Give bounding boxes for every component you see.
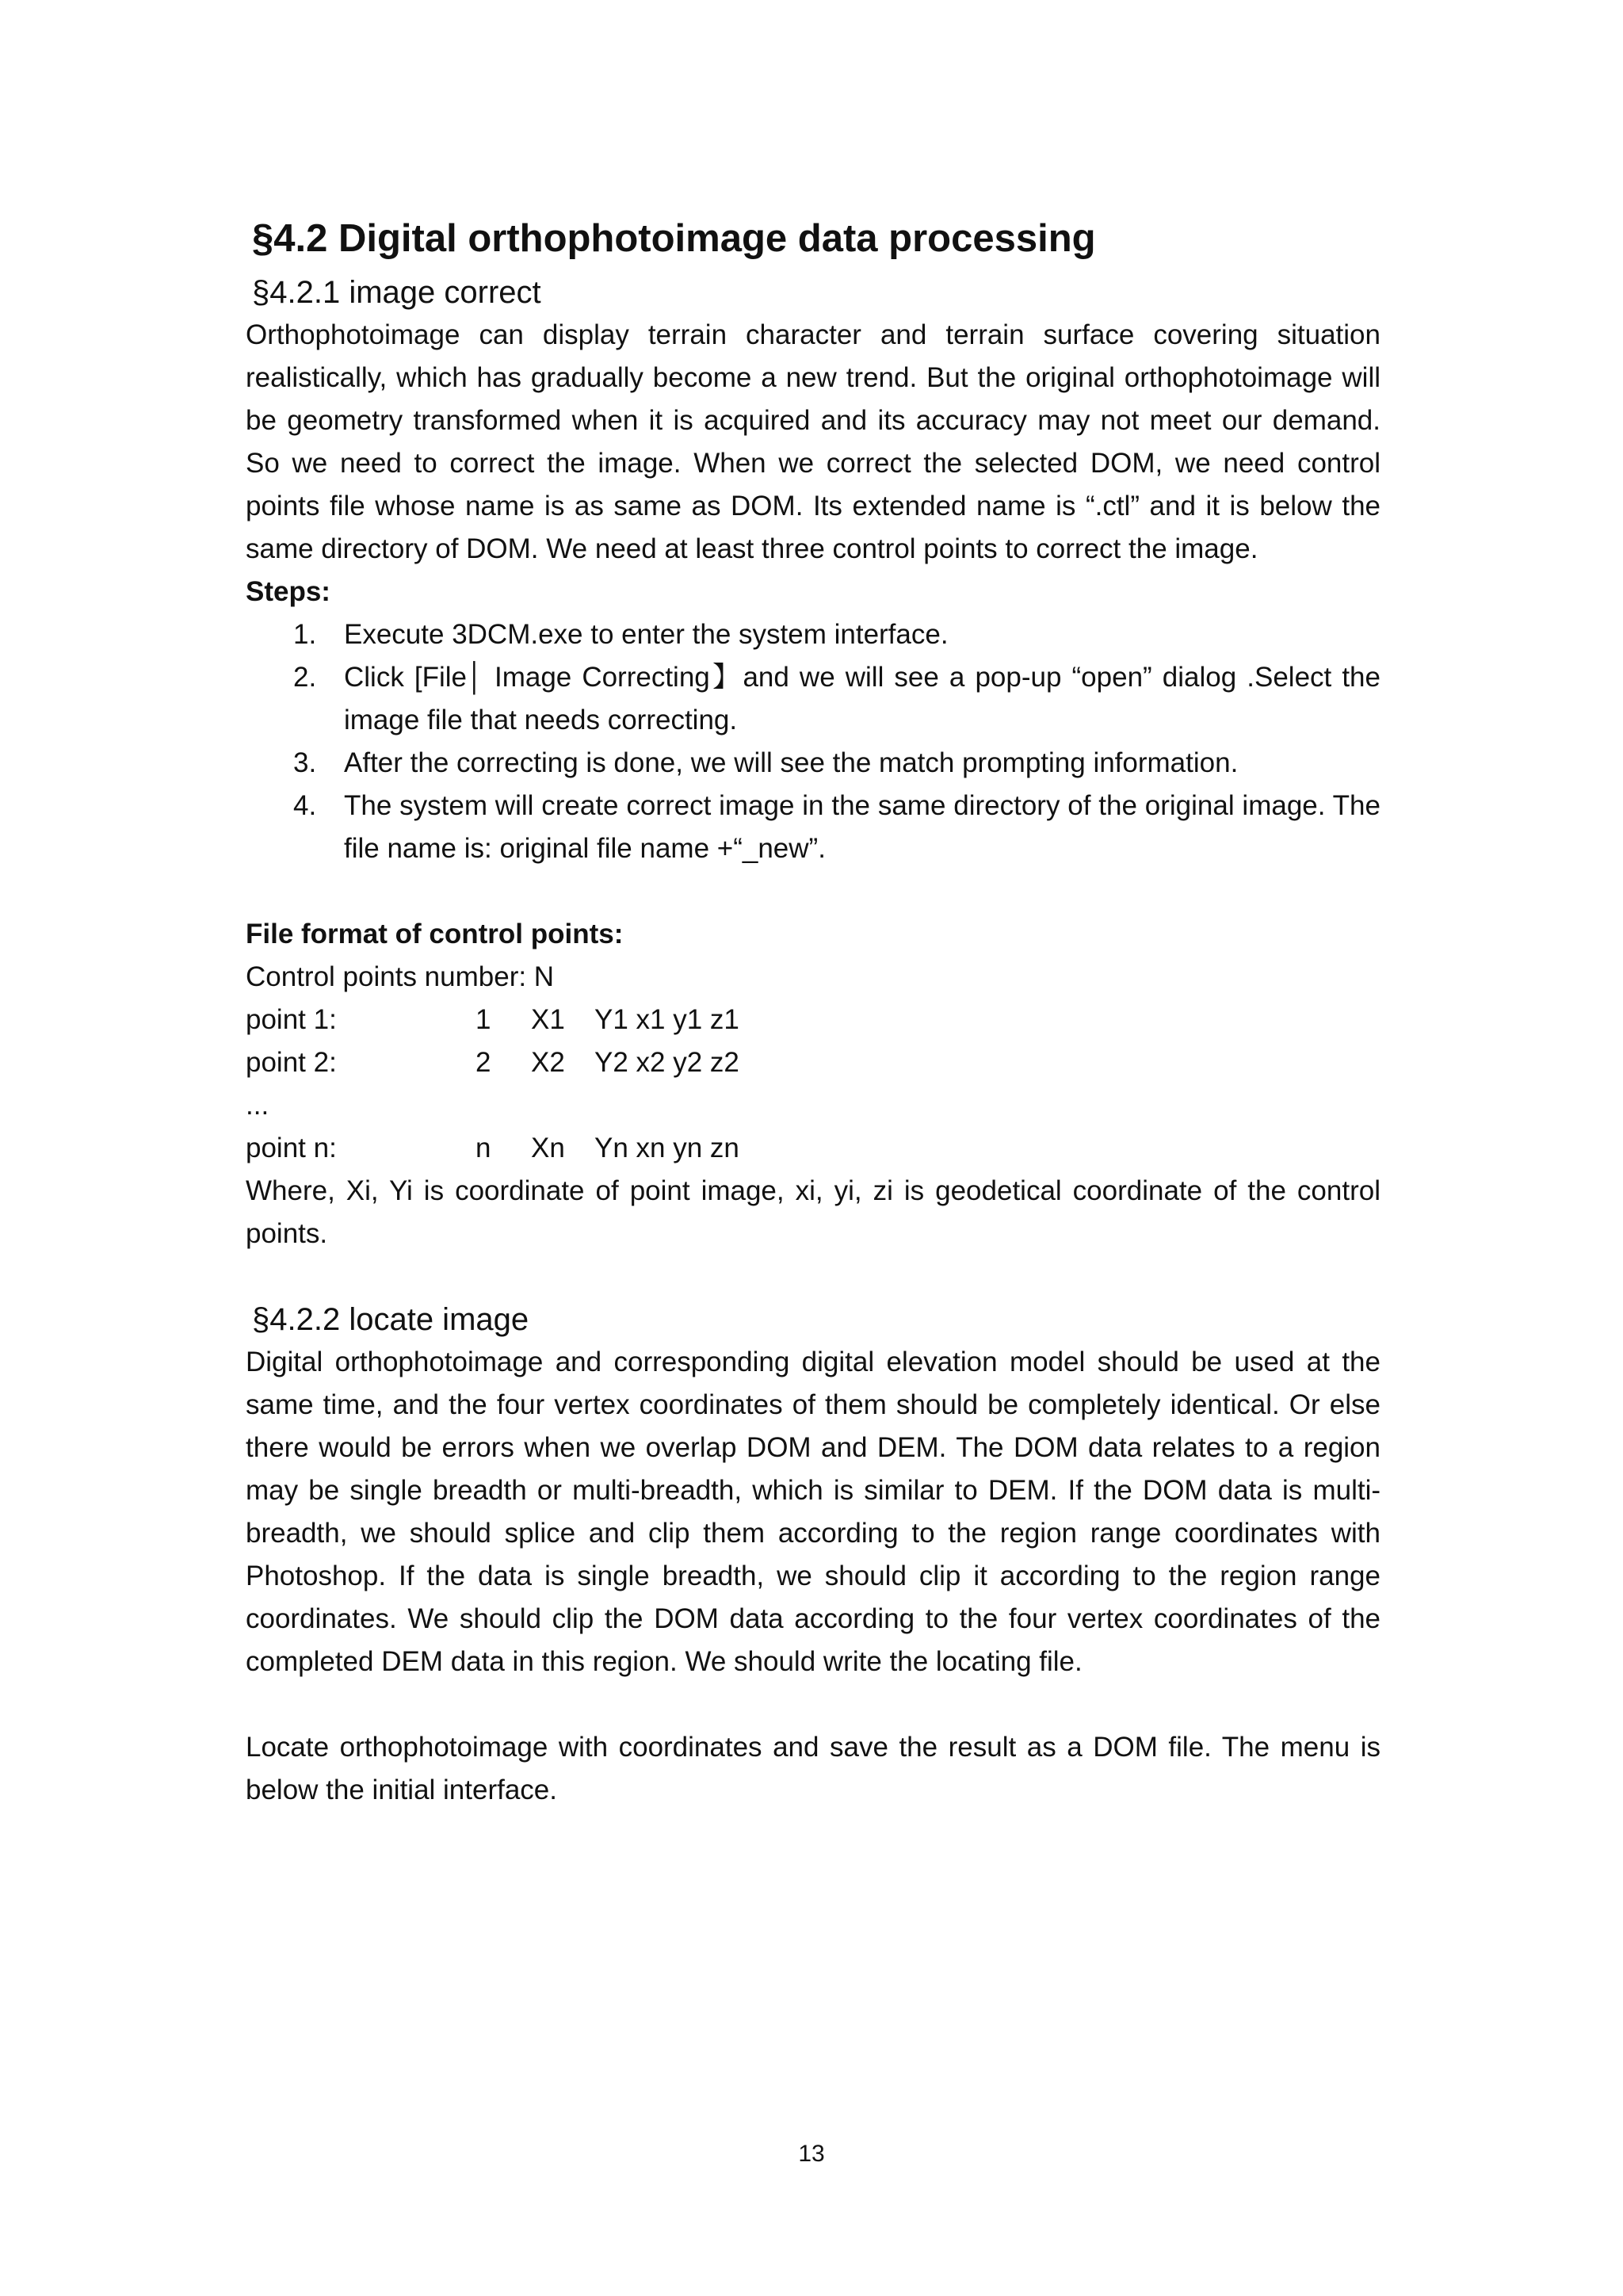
- control-point-label: point n:: [246, 1133, 337, 1163]
- control-point-index: 1: [475, 1004, 491, 1035]
- page-content: [246, 212, 1381, 1812]
- locate-image-paragraph: Digital orthophotoimage and corresponding digital elevation model should be used at the same time, and the four vertex coordinates of them should be completely identical. Or else there would be errors when we overlap DOM and DEM. The DOM data relates to a region may be single breadth or multi-breadth, which is similar to DEM. If the DOM data is multi-breadth, we should splice and clip them according to the region range coordinates with Photoshop. If the data is single breadth, we should clip it according to the region range coordinates. We should clip the DOM data according to the four vertex coordinates of the completed DEM data in this region. We should write the locating file.: [246, 1347, 1381, 1677]
- section-heading: §4.2 Digital orthophotoimage data processing: [252, 217, 1096, 260]
- control-point-row: [246, 1041, 1381, 1084]
- control-point-label: point 2:: [246, 1047, 337, 1078]
- control-points-title: File format of control points:: [246, 919, 624, 949]
- step-number: 2.: [293, 662, 317, 693]
- control-point-label: point 1:: [246, 1004, 337, 1035]
- spacer: [246, 1683, 1381, 1726]
- steps-list: [246, 613, 1381, 870]
- locate-image-paragraph-2: Locate orthophotoimage with coordinates and save the result as a DOM file. The menu is below the initial interface.: [246, 1732, 1381, 1805]
- control-point-image-x: X1: [531, 1004, 565, 1035]
- control-points-ellipsis: ...: [246, 1090, 269, 1121]
- control-point-coordinates: Y2 x2 y2 z2: [594, 1047, 739, 1078]
- control-points-count: Control points number: N: [246, 961, 555, 992]
- control-point-image-x: Xn: [531, 1133, 565, 1163]
- steps-title: Steps:: [246, 576, 330, 607]
- step-number: 1.: [293, 619, 317, 650]
- spacer: [246, 870, 1381, 913]
- spacer: [246, 1255, 1381, 1298]
- page-number: 13: [798, 2141, 825, 2167]
- step-item: [246, 656, 1381, 742]
- step-text: After the correcting is done, we will see the match prompting information.: [344, 747, 1239, 778]
- control-point-row: [246, 999, 1381, 1041]
- step-number: 3.: [293, 747, 317, 778]
- control-points-note: Where, Xi, Yi is coordinate of point image, xi, yi, zi is geodetical coordinate of the control points.: [246, 1175, 1381, 1249]
- control-point-image-x: X2: [531, 1047, 565, 1078]
- control-point-index: 2: [475, 1047, 491, 1078]
- subsection-title-locate-image: §4.2.2 locate image: [252, 1302, 529, 1337]
- step-text: Click [File│ Image Correcting】and we will see a pop-up “open” dialog .Select the image file that needs correcting.: [344, 662, 1381, 735]
- step-number: 4.: [293, 790, 317, 821]
- control-point-index: n: [475, 1133, 491, 1163]
- control-point-coordinates: Y1 x1 y1 z1: [594, 1004, 739, 1035]
- control-point-coordinates: Yn xn yn zn: [594, 1133, 739, 1163]
- step-text: The system will create correct image in the same directory of the original image. The file name is: original file name +“_new”.: [344, 790, 1381, 864]
- step-item: [246, 785, 1381, 870]
- subsection-title-image-correct: §4.2.1 image correct: [252, 275, 541, 310]
- step-item: [246, 613, 1381, 656]
- control-point-row: [246, 1127, 1381, 1170]
- step-item: [246, 742, 1381, 785]
- step-text: Execute 3DCM.exe to enter the system interface.: [344, 619, 949, 650]
- image-correct-paragraph: Orthophotoimage can display terrain character and terrain surface covering situation realistically, which has gradually become a new trend. But the original orthophotoimage will be geometry transformed when it is acquired and its accuracy may not meet our demand. So we need to correct the image. When we correct the selected DOM, we need control points file whose name is as same as DOM. Its extended name is “.ctl” and it is below the same directory of DOM. We need at least three control points to correct the image.: [246, 319, 1381, 564]
